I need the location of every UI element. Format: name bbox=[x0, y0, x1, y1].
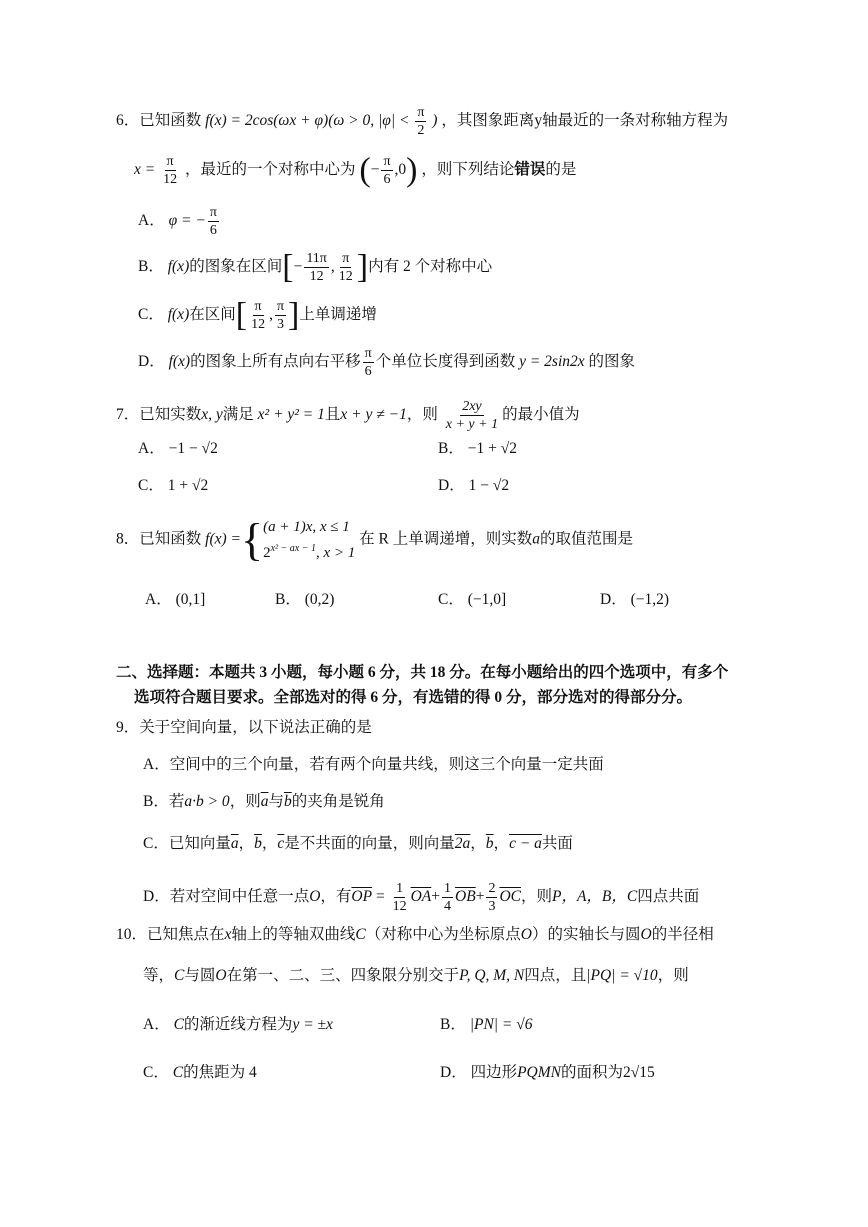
option-label: C． bbox=[143, 1064, 169, 1081]
q8-mid: 在 R 上单调递增，则实数 bbox=[359, 530, 533, 548]
q8-option-c bbox=[438, 590, 506, 610]
q10-x: x bbox=[224, 926, 232, 943]
q6-option-a bbox=[138, 204, 221, 239]
section2-header-line1: 二、选择题：本题共 3 小题，每小题 6 分，共 18 分。在每小题给出的四个选项中，有多个 bbox=[116, 664, 729, 681]
q7-option-d bbox=[438, 476, 509, 496]
q10-option-a bbox=[143, 1015, 333, 1035]
q7-b-value: −1 + √2 bbox=[467, 440, 517, 457]
q10-option-d bbox=[440, 1063, 655, 1083]
q10-suffix: 的半径相 bbox=[651, 926, 714, 943]
q7-frac: $\frac{2xy}{x + y + 1}$ bbox=[445, 399, 499, 432]
q6-center-text: ，最近的一个对称中心为 bbox=[184, 161, 356, 179]
q6-formula-b: ) bbox=[432, 112, 438, 130]
q9-d-OC: $\overline{OC}$ bbox=[499, 888, 521, 906]
q10-a-expr: y = ±x bbox=[292, 1016, 333, 1033]
q9-option-a: A．空间中的三个向量，若有两个向量共线，则这三个向量一定共面 bbox=[143, 756, 604, 773]
q6-a-lhs: φ = − bbox=[168, 212, 206, 230]
q8-c-value: (−1,0] bbox=[467, 591, 507, 608]
q6-b-frac2: $\frac{\pi}{12}$ bbox=[338, 251, 353, 284]
q8-case2-exp: x² − ax − 1 bbox=[270, 543, 316, 554]
q10-option-b bbox=[440, 1015, 533, 1035]
q10-prefix: 10．已知焦点在 bbox=[116, 926, 225, 943]
q7-vars: x, y bbox=[201, 406, 223, 424]
q8-d-value: (−1,2) bbox=[630, 591, 670, 608]
q7-option-a bbox=[138, 439, 218, 459]
q6-a-frac: $\frac{\pi}{6}$ bbox=[209, 205, 217, 238]
q6-bold-word: 错误 bbox=[514, 161, 546, 179]
q9-d-tail: ，则 bbox=[520, 888, 552, 906]
q9-c-vec-c: $\overline{c}$ bbox=[277, 835, 285, 852]
q10-b-expr: |PN| = √6 bbox=[469, 1016, 533, 1033]
option-label: D． bbox=[438, 477, 465, 494]
q6-stem-line2: x = $\frac{\pi}{12}$ ，最近的一个对称中心为 (− $\frac{\pi}{6}$ ,0) ，则下列结论错误的是 bbox=[134, 151, 577, 189]
q6-c-frac1: $\frac{\pi}{12}$ bbox=[251, 299, 266, 332]
q10-a-text: 的渐近线方程为 bbox=[183, 1016, 293, 1033]
q8-a-value: (0,1] bbox=[175, 591, 206, 608]
q9-d-OB: $\overline{OB}$ bbox=[455, 888, 476, 906]
q6-c-text1: 在区间 bbox=[189, 306, 236, 324]
q9-b-vec-a: $\overline{a}$ bbox=[260, 793, 269, 810]
q9-c-vec-a: $\overline{a}$ bbox=[230, 835, 239, 852]
q9-c-label: C．已知向量 bbox=[143, 835, 231, 852]
q9-d-mid: ，有 bbox=[320, 888, 352, 906]
option-label: C． bbox=[138, 306, 164, 324]
q7-stem bbox=[116, 398, 580, 433]
q6-option-d bbox=[138, 345, 635, 380]
q9-d-OP: $\overline{OP}$ bbox=[351, 888, 373, 906]
q9-option-b bbox=[143, 792, 385, 812]
q6-d-text2: 个单位长度得到函数 bbox=[375, 353, 516, 371]
q7-mid1: 满足 bbox=[222, 406, 254, 424]
q9-b-vec-b: $\overline{b}$ bbox=[283, 793, 292, 810]
q6-d-text1: 的图象上所有点向右平移 bbox=[190, 353, 361, 371]
q6-d-text3: 的图象 bbox=[588, 353, 636, 371]
q6-prefix: 6．已知函数 bbox=[116, 112, 202, 130]
q7-mid2: 且 bbox=[324, 406, 341, 424]
option-label: D． bbox=[600, 591, 627, 608]
q9-d-points: P，A，B，C bbox=[552, 888, 638, 906]
q9-d-OA: $\overline{OA}$ bbox=[410, 888, 432, 906]
q8-piecewise bbox=[263, 516, 355, 564]
q9-d-frac2: $\frac{1}{4}$ bbox=[444, 881, 452, 914]
q9-c-vec-2a: 2a bbox=[454, 835, 471, 852]
q10-c-C: C bbox=[172, 1064, 184, 1081]
q10-option-c bbox=[143, 1063, 257, 1083]
separator: ， bbox=[261, 835, 278, 852]
q6-formula-a: f(x) = 2cos(ωx + φ)(ω > 0, |φ| < bbox=[205, 112, 410, 130]
separator: ， bbox=[493, 835, 510, 852]
q8-case2-cond: , x > 1 bbox=[315, 545, 356, 561]
q10-l2-C: C bbox=[174, 967, 185, 984]
option-label: B． bbox=[138, 258, 164, 276]
q6-prebold: ，则下列结论 bbox=[421, 161, 515, 179]
q10-stem-line1 bbox=[116, 925, 714, 945]
q10-l2-suffix: ，则 bbox=[657, 967, 689, 984]
q10-d-quad: PQMN bbox=[517, 1064, 562, 1081]
q9-c-vec-b: $\overline{b}$ bbox=[254, 835, 262, 852]
q8-case1-expr: (a + 1)x, bbox=[263, 519, 317, 535]
q6-d-f: f(x) bbox=[168, 353, 191, 371]
q8-f: f(x) = bbox=[205, 530, 241, 548]
q6-b-minus: − bbox=[293, 258, 303, 276]
option-label: A． bbox=[143, 1016, 170, 1033]
q9-b-tail: 的夹角是锐角 bbox=[291, 793, 385, 810]
q8-stem: 8．已知函数 f(x) ={ (a + 1)x, x ≤ 1 $2^{x^2 - ax - 1}$, x > 1 在 R 上单调递增，则实数a的取值范围是 bbox=[116, 514, 633, 565]
q7-cond2: x + y ≠ −1 bbox=[340, 406, 407, 424]
q10-c-text: 的焦距为 4 bbox=[183, 1064, 257, 1081]
q10-O2: O bbox=[640, 926, 652, 943]
q10-l2-PQ: |PQ| = √10 bbox=[586, 967, 658, 984]
q8-case2-base: 2 bbox=[263, 545, 271, 561]
option-label: B． bbox=[440, 1016, 466, 1033]
q6-suffix: ，其图象距离y轴最近的一条对称轴方程为 bbox=[441, 112, 729, 130]
q10-l2-prefix: 等， bbox=[143, 967, 175, 984]
option-label: A． bbox=[138, 212, 165, 230]
q10-mid2: （对称中心为坐标原点 bbox=[365, 926, 521, 943]
separator: ， bbox=[470, 835, 486, 852]
q9-stem: 9．关于空间向量，以下说法正确的是 bbox=[116, 719, 372, 736]
q6-frac-pi-12: $\frac{\pi}{12}$ bbox=[163, 154, 178, 187]
q10-C: C bbox=[355, 926, 366, 943]
q6-center-frac: $\frac{\pi}{6}$ bbox=[383, 154, 391, 187]
q9-b-mid: ，则 bbox=[229, 793, 261, 810]
q6-b-f: f(x) bbox=[167, 258, 190, 276]
q7-option-c bbox=[138, 476, 208, 496]
q9-d-O: O bbox=[309, 888, 321, 906]
q6-c-frac2: $\frac{\pi}{3}$ bbox=[276, 299, 285, 332]
q9-d-label: D．若对空间中任意一点 bbox=[143, 888, 310, 906]
q10-d-text1: 四边形 bbox=[470, 1064, 518, 1081]
q6-axis-x: x = bbox=[134, 161, 156, 179]
q8-var: a bbox=[532, 530, 540, 548]
q7-suffix: 的最小值为 bbox=[502, 406, 580, 424]
option-label: C． bbox=[138, 477, 164, 494]
q9-c-vec-cma: c − a bbox=[509, 835, 542, 852]
section2-header-line2: 选项符合题目要求。全部选对的得 6 分，有选错的得 0 分，部分选对的得部分分。 bbox=[134, 689, 693, 706]
q10-O: O bbox=[520, 926, 532, 943]
q6-postbold: 的是 bbox=[545, 161, 577, 179]
q6-stem-line1 bbox=[116, 104, 728, 139]
q10-mid3: ）的实轴长与圆 bbox=[531, 926, 641, 943]
q8-option-a bbox=[145, 590, 205, 610]
q9-d-frac1: $\frac{1}{12}$ bbox=[392, 881, 407, 914]
q6-frac-pi-2: $\frac{\pi}{2}$ bbox=[417, 105, 425, 138]
q6-d-func: y = 2sin2x bbox=[519, 353, 585, 371]
q6-b-frac1: $\frac{11\pi}{12}$ bbox=[306, 251, 327, 284]
q9-b-expr: a·b > 0 bbox=[184, 793, 230, 810]
q6-c-f: f(x) bbox=[167, 306, 190, 324]
q10-l2-mid1: 与圆 bbox=[184, 967, 216, 984]
q9-d-eq: = bbox=[375, 888, 385, 906]
q9-c-tail: 共面 bbox=[541, 835, 573, 852]
q9-c-mid: 是不共面的向量，则向量 bbox=[284, 835, 455, 852]
q6-option-c: C． f(x)在区间[ $\frac{\pi}{12}$ , $\frac{\pi}{3}$ ]上单调递增 bbox=[138, 296, 377, 334]
q10-stem-line2 bbox=[143, 966, 689, 986]
q9-option-c bbox=[143, 834, 573, 854]
q6-b-text2: 内有 2 个对称中心 bbox=[368, 258, 493, 276]
q8-suffix: 的取值范围是 bbox=[539, 530, 633, 548]
q7-mid3: ，则 bbox=[406, 406, 438, 424]
q7-prefix: 7．已知实数 bbox=[116, 406, 202, 424]
option-label: A． bbox=[145, 591, 172, 608]
q6-b-text1: 的图象在区间 bbox=[189, 258, 283, 276]
q9-d-plus2: + bbox=[475, 888, 485, 906]
q9-b-with: 与 bbox=[268, 793, 284, 810]
q9-option-d bbox=[143, 880, 699, 915]
q8-b-value: (0,2) bbox=[304, 591, 335, 608]
option-label: C． bbox=[438, 591, 464, 608]
option-label: A． bbox=[138, 440, 165, 457]
q10-l2-points: P, Q, M, N bbox=[459, 967, 525, 984]
q10-d-text2: 的面积为 bbox=[561, 1064, 624, 1081]
q10-mid1: 轴上的等轴双曲线 bbox=[231, 926, 356, 943]
q10-d-val: 2√15 bbox=[623, 1064, 655, 1081]
q6-center-tail: ,0 bbox=[394, 161, 407, 179]
q10-l2-O: O bbox=[215, 967, 227, 984]
q7-a-value: −1 − √2 bbox=[168, 440, 218, 457]
q8-option-b bbox=[275, 590, 334, 610]
q7-c-value: 1 + √2 bbox=[167, 477, 209, 494]
q7-cond1: x² + y² = 1 bbox=[257, 406, 325, 424]
q9-d-end: 四点共面 bbox=[637, 888, 700, 906]
q9-b-label: B．若 bbox=[143, 793, 185, 810]
q10-l2-mid3: 四点，且 bbox=[524, 967, 587, 984]
q8-prefix: 8．已知函数 bbox=[116, 530, 202, 548]
q9-d-frac3: $\frac{2}{3}$ bbox=[488, 881, 496, 914]
q7-d-value: 1 − √2 bbox=[468, 477, 510, 494]
option-label: D． bbox=[440, 1064, 467, 1081]
q6-c-text2: 上单调递增 bbox=[299, 306, 377, 324]
q7-option-b bbox=[438, 439, 517, 459]
q9-d-plus1: + bbox=[431, 888, 441, 906]
q8-case1-cond: x ≤ 1 bbox=[319, 519, 350, 535]
q6-d-frac: $\frac{\pi}{6}$ bbox=[364, 346, 372, 379]
q10-a-C: C bbox=[173, 1016, 184, 1033]
option-label: D． bbox=[138, 353, 165, 371]
q8-option-d bbox=[600, 590, 669, 610]
q6-center-minus: − bbox=[370, 161, 380, 179]
option-label: B． bbox=[438, 440, 464, 457]
q6-option-b: B． f(x)的图象在区间[− $\frac{11\pi}{12}$ , $\frac{\pi}{12}$ ]内有 2 个对称中心 bbox=[138, 248, 493, 286]
q9-c-vec-b2: $\overline{b}$ bbox=[485, 835, 494, 852]
option-label: B． bbox=[275, 591, 301, 608]
separator: ， bbox=[238, 835, 255, 852]
q10-l2-mid2: 在第一、二、三、四象限分别交于 bbox=[226, 967, 460, 984]
